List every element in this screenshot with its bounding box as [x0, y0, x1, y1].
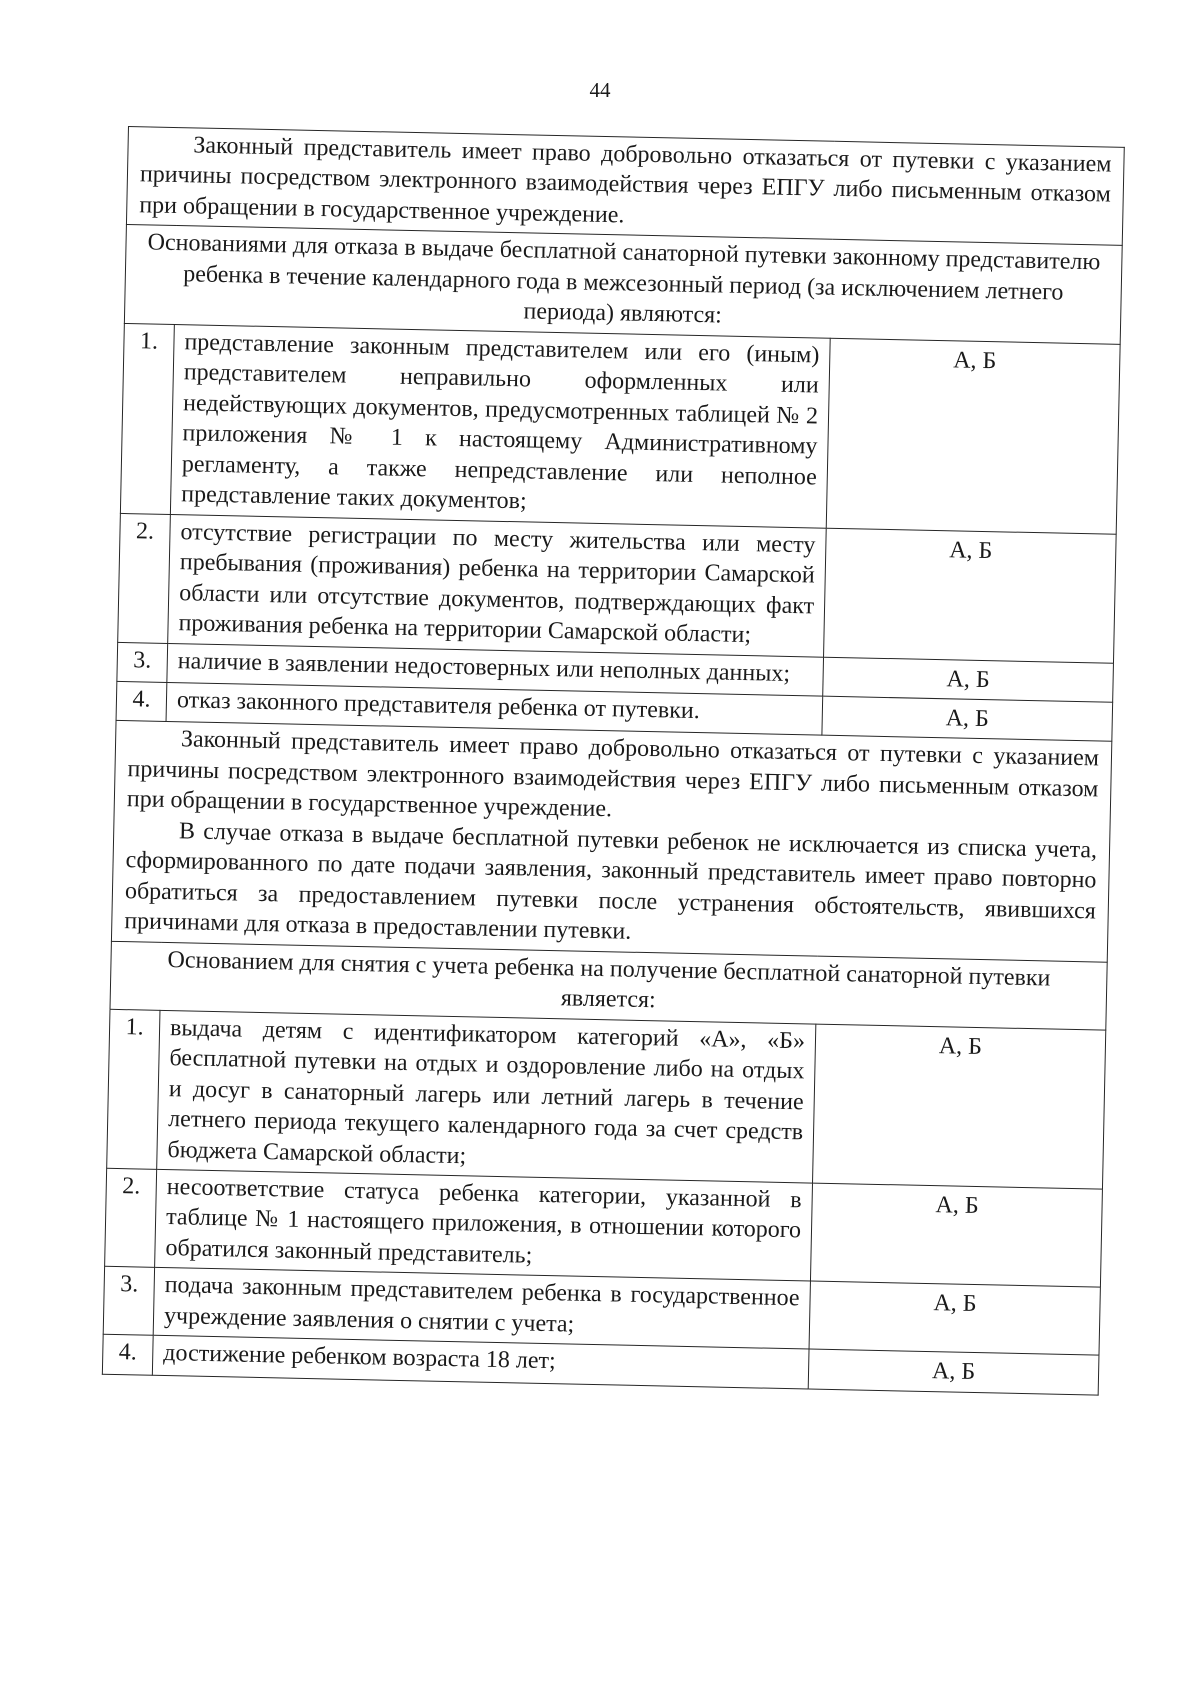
row-category: А, Б [810, 1183, 1102, 1287]
paragraph-voluntary-refusal-repeat: Законный представитель имеет право добровольно отказаться от путевки с указанием причины посредством электронного взаимодействия через ЕПГУ либо письменным отказом при обращении в государственное учреждение. [126, 726, 1100, 823]
paragraph-voluntary-refusal: Законный представитель имеет право добровольно отказаться от путевки с указанием причины посредством электронного взаимодействия через ЕПГУ либо письменным отказом при обращении в государственное учреждение. [139, 132, 1112, 229]
document-table [102, 126, 1125, 1395]
row-text: выдача детям с идентификатором категорий «А», «Б» бесплатной путевки на отдых и оздоровление либо на отдых и досуг в санаторный лагерь или летний лагерь в течение летнего периода текущего календарного года за счет средств бюджета Самарской области; [157, 1010, 816, 1183]
page-number: 44 [589, 78, 611, 102]
row-text: представление законным представителем или его (иным) представителем неправильно оформленных или недействующих документов, предусмотренных таблицей № 2 приложения № 1 к настоящему Административному регламенту, а также непредставление или неполное представление таких документов; [170, 324, 830, 528]
table-row [118, 513, 1116, 663]
row-category: А, Б [809, 1281, 1100, 1355]
middle-paragraphs-row [111, 721, 1111, 962]
row-category: А, Б [808, 1349, 1099, 1395]
row-text: достижение ребенком возраста 18 лет; [152, 1336, 809, 1389]
row-text: отсутствие регистрации по месту жительства или месту пребывания (проживания) ребенка на территории Самарской области или отсутствие документов, подтверждающих факт проживания ребенка на территории Самарской области; [168, 514, 827, 657]
row-text: несоответствие статуса ребенка категории, указанной в таблице № 1 настоящего приложения, в отношении которого обратился законный представитель; [155, 1169, 813, 1281]
row-number: 3. [103, 1267, 154, 1336]
row-number: 2. [118, 513, 171, 643]
row-number: 1. [107, 1009, 160, 1169]
row-number: 3. [117, 642, 168, 683]
table-row [107, 1009, 1106, 1189]
row-number: 2. [105, 1168, 157, 1267]
row-category: А, Б [826, 338, 1120, 534]
row-text: наличие в заявлении недостоверных или неполных данных; [167, 643, 824, 696]
row-category: А, Б [824, 528, 1117, 663]
row-number: 4. [116, 681, 167, 722]
row-text: отказ законного представителя ребенка от путевки. [166, 682, 823, 735]
row-number: 4. [102, 1335, 153, 1376]
row-category: А, Б [822, 696, 1113, 742]
section-refusal-heading: Основаниями для отказа в выдаче бесплатной санаторной путевки законному представителю ребенка в течение календарного года в межсезонный период (за исключением летнего периода) являются: [124, 225, 1122, 344]
row-text: подача законным представителем ребенка в государственное учреждение заявления о снятии с учета; [153, 1268, 810, 1350]
row-category: А, Б [823, 657, 1114, 703]
row-category: А, Б [813, 1024, 1106, 1189]
paragraph-refusal-consequences: В случае отказа в выдаче бесплатной путевки ребенок не исключается из списка учета, сформированного по дате подачи заявления, законный представитель имеет право повторно обратиться за предоставлением путевки после устранения обстоятельств, явившихся причинами для отказа в предоставлении путевки. [124, 818, 1098, 945]
row-number: 1. [120, 323, 174, 514]
table-row [120, 323, 1120, 534]
section-removal-heading: Основанием для снятия с учета ребенка на получение бесплатной санаторной путевки является: [110, 941, 1107, 1030]
